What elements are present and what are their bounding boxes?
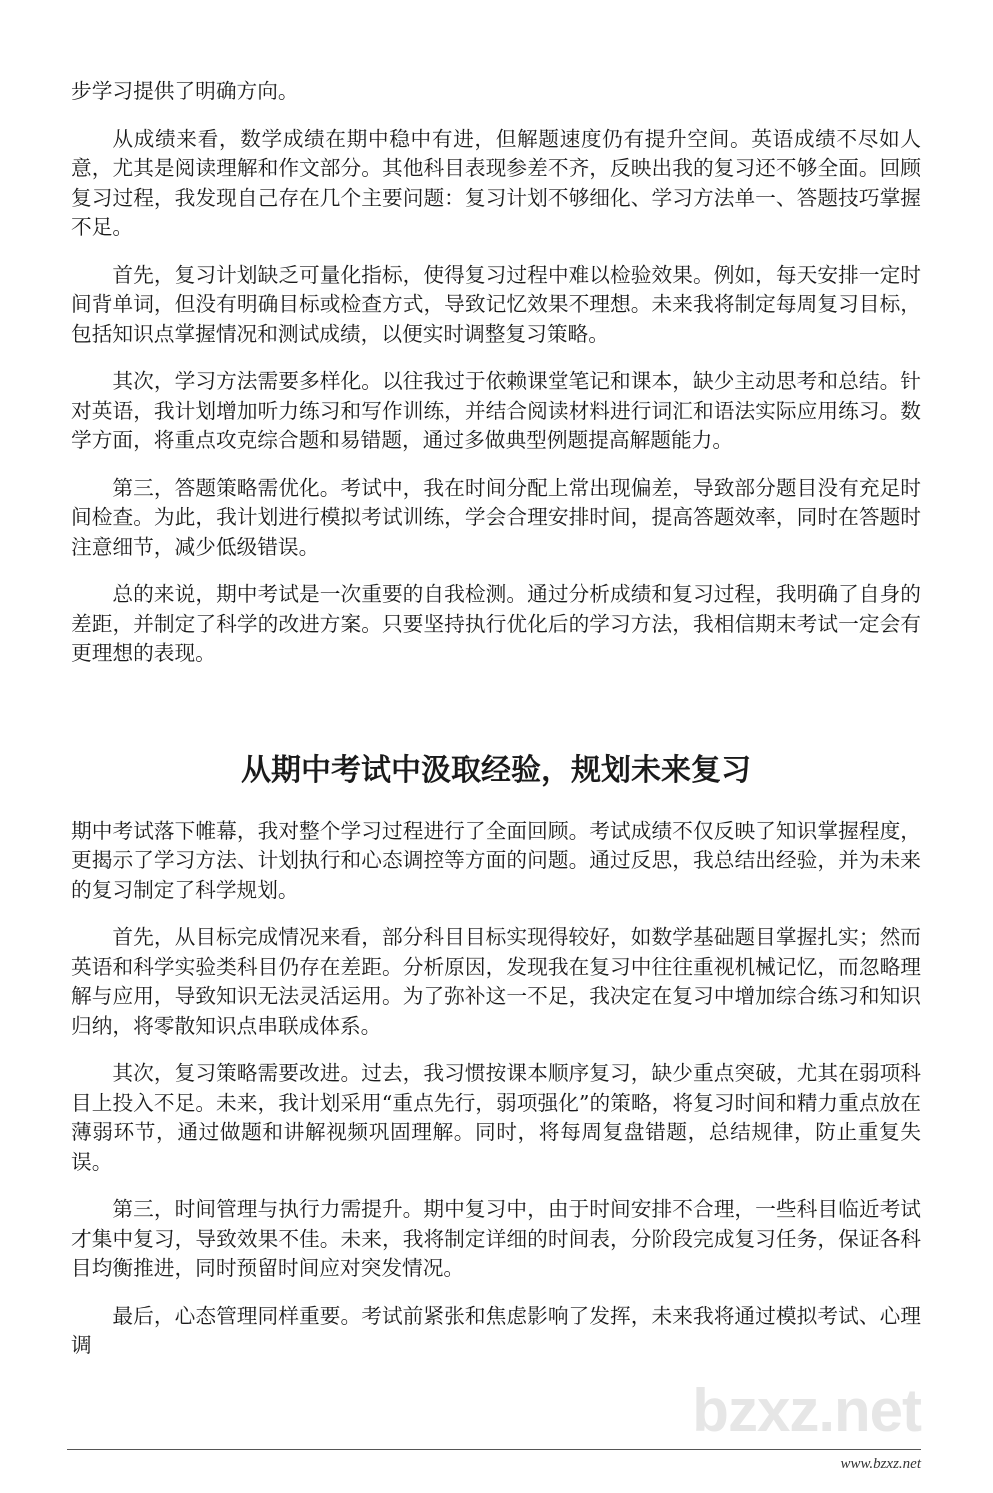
paragraph: 期中考试落下帷幕，我对整个学习过程进行了全面回顾。考试成绩不仅反映了知识掌握程度，更揭示了学习方法、计划执行和心态调控等方面的问题。通过反思，我总结出经验，并为未来的复习制定了科学规划。 [71,818,921,902]
paragraph: 步学习提供了明确方向。 [71,79,299,103]
essay-title: 从期中考试中汲取经验，规划未来复习 [241,752,751,788]
paragraph: 第三，时间管理与执行力需提升。期中复习中，由于时间安排不合理，一些科目临近考试才集中复习，导致效果不佳。未来，我将制定详细的时间表，分阶段完成复习任务，保证各科目均衡推进，同时预留时间应对突发情况。 [71,1197,921,1280]
paragraph: 总的来说，期中考试是一次重要的自我检测。通过分析成绩和复习过程，我明确了自身的差距，并制定了科学的改进方案。只要坚持执行优化后的学习方法，我相信期末考试一定会有更理想的表现。 [71,582,921,665]
paragraph: 第三，答题策略需优化。考试中，我在时间分配上常出现偏差，导致部分题目没有充足时间检查。为此，我计划进行模拟考试训练，学会合理安排时间，提高答题效率，同时在答题时注意细节，减少低级错误。 [71,475,921,559]
paragraph: 首先，从目标完成情况来看，部分科目目标实现得较好，如数学基础题目掌握扎实；然而英语和科学实验类科目仍存在差距。分析原因，发现我在复习中往往重视机械记忆，而忽略理解与应用，导致知识无法灵活运用。为了弥补这一不足，我决定在复习中增加综合练习和知识归纳，将零散知识点串联成体系。 [71,925,921,1038]
watermark-logo: bzxz.net [692,1376,921,1444]
section-previous-essay [71,77,921,669]
section-essay [71,817,921,1361]
footer-divider [67,1449,921,1450]
paragraph: 最后，心态管理同样重要。考试前紧张和焦虑影响了发挥，未来我将通过模拟考试、心理调 [71,1303,921,1357]
paragraph: 首先，复习计划缺乏可量化指标，使得复习过程中难以检验效果。例如，每天安排一定时间背单词，但没有明确目标或检查方式，导致记忆效果不理想。未来我将制定每周复习目标，包括知识点掌握情况和测试成绩，以便实时调整复习策略。 [71,262,921,346]
paragraph: 从成绩来看，数学成绩在期中稳中有进，但解题速度仍有提升空间。英语成绩不尽如人意，尤其是阅读理解和作文部分。其他科目表现参差不齐，反映出我的复习还不够全面。回顾复习过程，我发现自己存在几个主要问题：复习计划不够细化、学习方法单一、答题技巧掌握不足。 [71,126,921,239]
paragraph: 其次，复习策略需要改进。过去，我习惯按课本顺序复习，缺少重点突破，尤其在弱项科目上投入不足。未来，我计划采用“重点先行，弱项强化”的策略，将复习时间和精力重点放在薄弱环节，通过做题和讲解视频巩固理解。同时，将每周复盘错题，总结规律，防止重复失误。 [71,1061,921,1174]
paragraph: 其次，学习方法需要多样化。以往我过于依赖课堂笔记和课本，缺少主动思考和总结。针对英语，我计划增加听力练习和写作训练，并结合阅读材料进行词汇和语法实际应用练习。数学方面，将重点攻克综合题和易错题，通过多做典型例题提高解题能力。 [71,369,921,452]
footer-url: www.bzxz.net [840,1455,921,1472]
